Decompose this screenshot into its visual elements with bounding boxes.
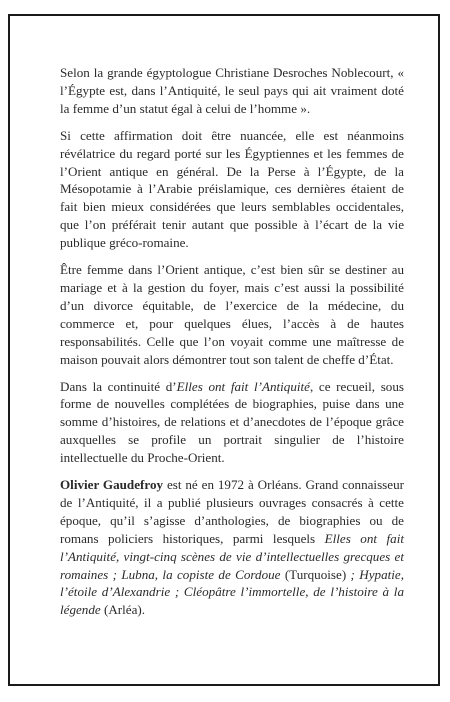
book-title-elles: Elles ont fait l’Antiquité — [176, 378, 310, 394]
publisher-arlea: (Arléa). — [100, 602, 146, 618]
paragraph-women-orient: Être femme dans l’Orient antique, c’est bien sûr se destiner au mariage et à la gestion du foyer, mais c’est aussi la possibilité d’un divorce équitable, de l’exercice de la médecine, du commerce et, pour quelques élues, l’accès à de hautes responsabilités. Celle que l’on voyait comme une maîtresse de maison pouvait alors démontrer tout son talent de cheffe d’État. — [60, 262, 404, 367]
separator: ; — [350, 566, 360, 582]
publisher-turquoise: (Turquoise) — [280, 566, 351, 582]
paragraph-author-bio — [60, 476, 404, 619]
book-titles-arlea: Hypatie, l’étoile d’Alexandrie ; Cléopâtre l’immortelle, de l’histoire à la légende — [60, 566, 404, 618]
author-bio-text: est né en 1972 à Orléans. Grand connaisseur de l’Antiquité, il a publié plusieurs ouvrages consacrés à cette époque, qu’il s’agisse d’anthologies, de biographies ou de romans policiers historiques, parmi lesquels — [60, 477, 404, 546]
paragraph-intro-quote: Selon la grande égyptologue Christiane Desroches Noblecourt, « l’Égypte est, dans l’Antiquité, le seul pays qui ait vraiment doté la femme d’un statut égal à celui de l’homme ». — [60, 65, 404, 116]
collection-text-end: , ce recueil, sous forme de nouvelles complétées de biographies, puise dans une somme d’histoires, de relations et d’anecdotes de l’époque grâce auxquelles se profile un portrait singulier de l’histoire intellectuelle du Proche-Orient. — [60, 378, 404, 466]
author-name: Olivier Gaudefroy — [60, 477, 164, 493]
collection-text-start: Dans la continuité d’ — [60, 378, 177, 394]
paragraph-collection — [60, 378, 404, 468]
book-titles-turquoise: Elles ont fait l’Antiquité, vingt-cinq scènes de vie d’intellectuelles grecques et romaines ; Lubna, la copiste de Cordoue — [60, 530, 405, 582]
paragraph-context: Si cette affirmation doit être nuancée, elle est néanmoins révélatrice du regard porté sur les Égyptiennes et les femmes de l’Orient antique en général. De la Perse à l’Égypte, de la Mésopotamie à l’Arabie préislamique, ces dernières étaient de fait bien mieux considérées que leurs semblables occidentales, que l’on préférait tenir autant que possible à l’écart de la vie publique gréco-romaine. — [60, 127, 404, 251]
back-cover-text — [60, 64, 404, 628]
